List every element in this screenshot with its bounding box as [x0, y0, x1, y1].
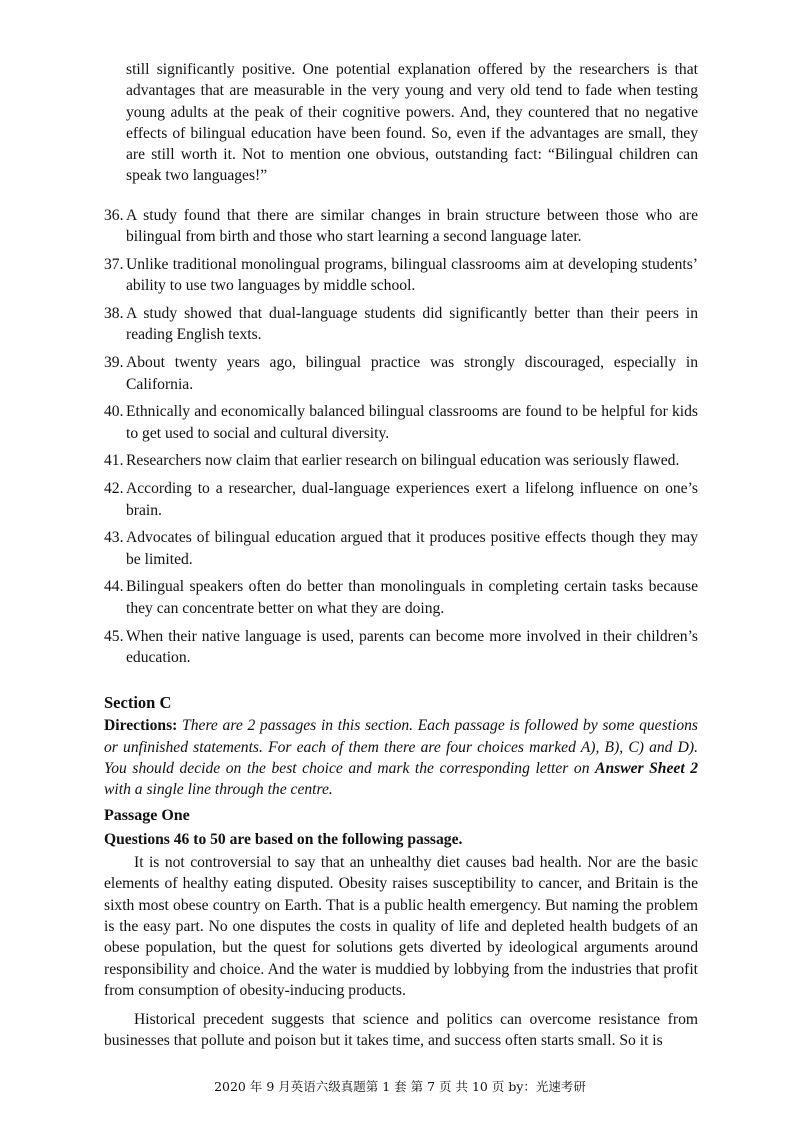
statement-list [104, 205, 698, 675]
statement-number: 44. [104, 578, 124, 596]
passage-paragraph: It is not controversial to say that an unhealthy diet causes bad health. Nor are the basic elements of healthy eating disputed. Obesity raises susceptibility to cancer, and Britain is the sixth most obese country on Earth. That is a public health emergency. But naming the problem is the easy part. No one disputes the costs in quality of life and depleted health budgets of an obese population, but the quest for solutions gets diverted by ideological arguments around responsibility and choice. And the water is muddied by lobbying from the industries that profit from consumption of obesity-inducing products. [104, 854, 698, 999]
statement-number: 39. [104, 354, 124, 372]
statement-item [104, 254, 698, 297]
statement-item [104, 352, 698, 395]
statement-number: 43. [104, 529, 124, 547]
statement-text: When their native language is used, parents can become more involved in their children’s education. [126, 627, 698, 666]
statement-number: 37. [104, 256, 124, 274]
statement-item [104, 303, 698, 346]
statement-number: 41. [104, 452, 124, 470]
statement-number: 45. [104, 627, 124, 645]
directions-label: Directions: [104, 717, 178, 735]
statement-number: 40. [104, 403, 124, 421]
questions-heading: Questions 46 to 50 are based on the following passage. [104, 830, 463, 848]
passage-title: Passage One [104, 807, 190, 825]
statement-text: About twenty years ago, bilingual practice was strongly discouraged, especially in California. [126, 354, 698, 393]
statement-item [104, 576, 698, 619]
statement-item [104, 527, 698, 570]
statement-text: A study showed that dual-language students did significantly better than their peers in reading English texts. [126, 305, 698, 344]
section-c [104, 692, 698, 1052]
directions [104, 715, 698, 800]
statement-number: 42. [104, 480, 124, 498]
statement-item [104, 450, 698, 471]
statement-item [104, 478, 698, 521]
statement-text: Bilingual speakers often do better than monolinguals in completing certain tasks because they can concentrate better on what they are doing. [126, 578, 698, 617]
directions-end: with a single line through the centre. [104, 781, 333, 799]
page-footer: 2020 年 9 月英语六级真题第 1 套 第 7 页 共 10 页 by：光速考研 [214, 1079, 586, 1094]
statement-text: According to a researcher, dual-language experiences exert a lifelong influence on one’s brain. [126, 480, 698, 519]
statement-item [104, 205, 698, 248]
answer-sheet-label: Answer Sheet 2 [595, 759, 698, 777]
statement-text: A study found that there are similar changes in brain structure between those who are bilingual from birth and those who start learning a second language later. [126, 207, 698, 246]
statement-text: Ethnically and economically balanced bilingual classrooms are found to be helpful for kids to get used to social and cultural diversity. [126, 403, 698, 442]
statement-number: 36. [104, 207, 124, 224]
passage-paragraph: Historical precedent suggests that science and politics can overcome resistance from businesses that pollute and poison but it takes time, and success often starts small. So it is [104, 1011, 698, 1050]
statement-text: Researchers now claim that earlier research on bilingual education was seriously flawed. [126, 452, 680, 470]
statement-number: 38. [104, 305, 124, 323]
statement-item [104, 626, 698, 669]
section-title: Section C [104, 693, 172, 712]
passage-continuation: still significantly positive. One potential explanation offered by the researchers is that advantages that are measurable in the very young and very old tend to fade when testing young adults at the peak of their cognitive powers. And, they countered that no negative effects of bilingual education have been found. So, even if the advantages are small, they are still worth it. Not to mention one obvious, outstanding fact: “Bilingual children can speak two languages!” [126, 61, 698, 185]
statement-text: Unlike traditional monolingual programs, bilingual classrooms aim at developing students’ ability to use two languages by middle school. [126, 256, 698, 295]
statement-text: Advocates of bilingual education argued that it produces positive effects though they may be limited. [126, 529, 698, 568]
directions-text: There are 2 passages in this section. Each passage is followed by some questions or unfinished statements. For each of them there are four choices marked A), B), C) and D). You should decide on the best choice and mark the corresponding letter on [104, 717, 698, 777]
statement-item [104, 401, 698, 444]
